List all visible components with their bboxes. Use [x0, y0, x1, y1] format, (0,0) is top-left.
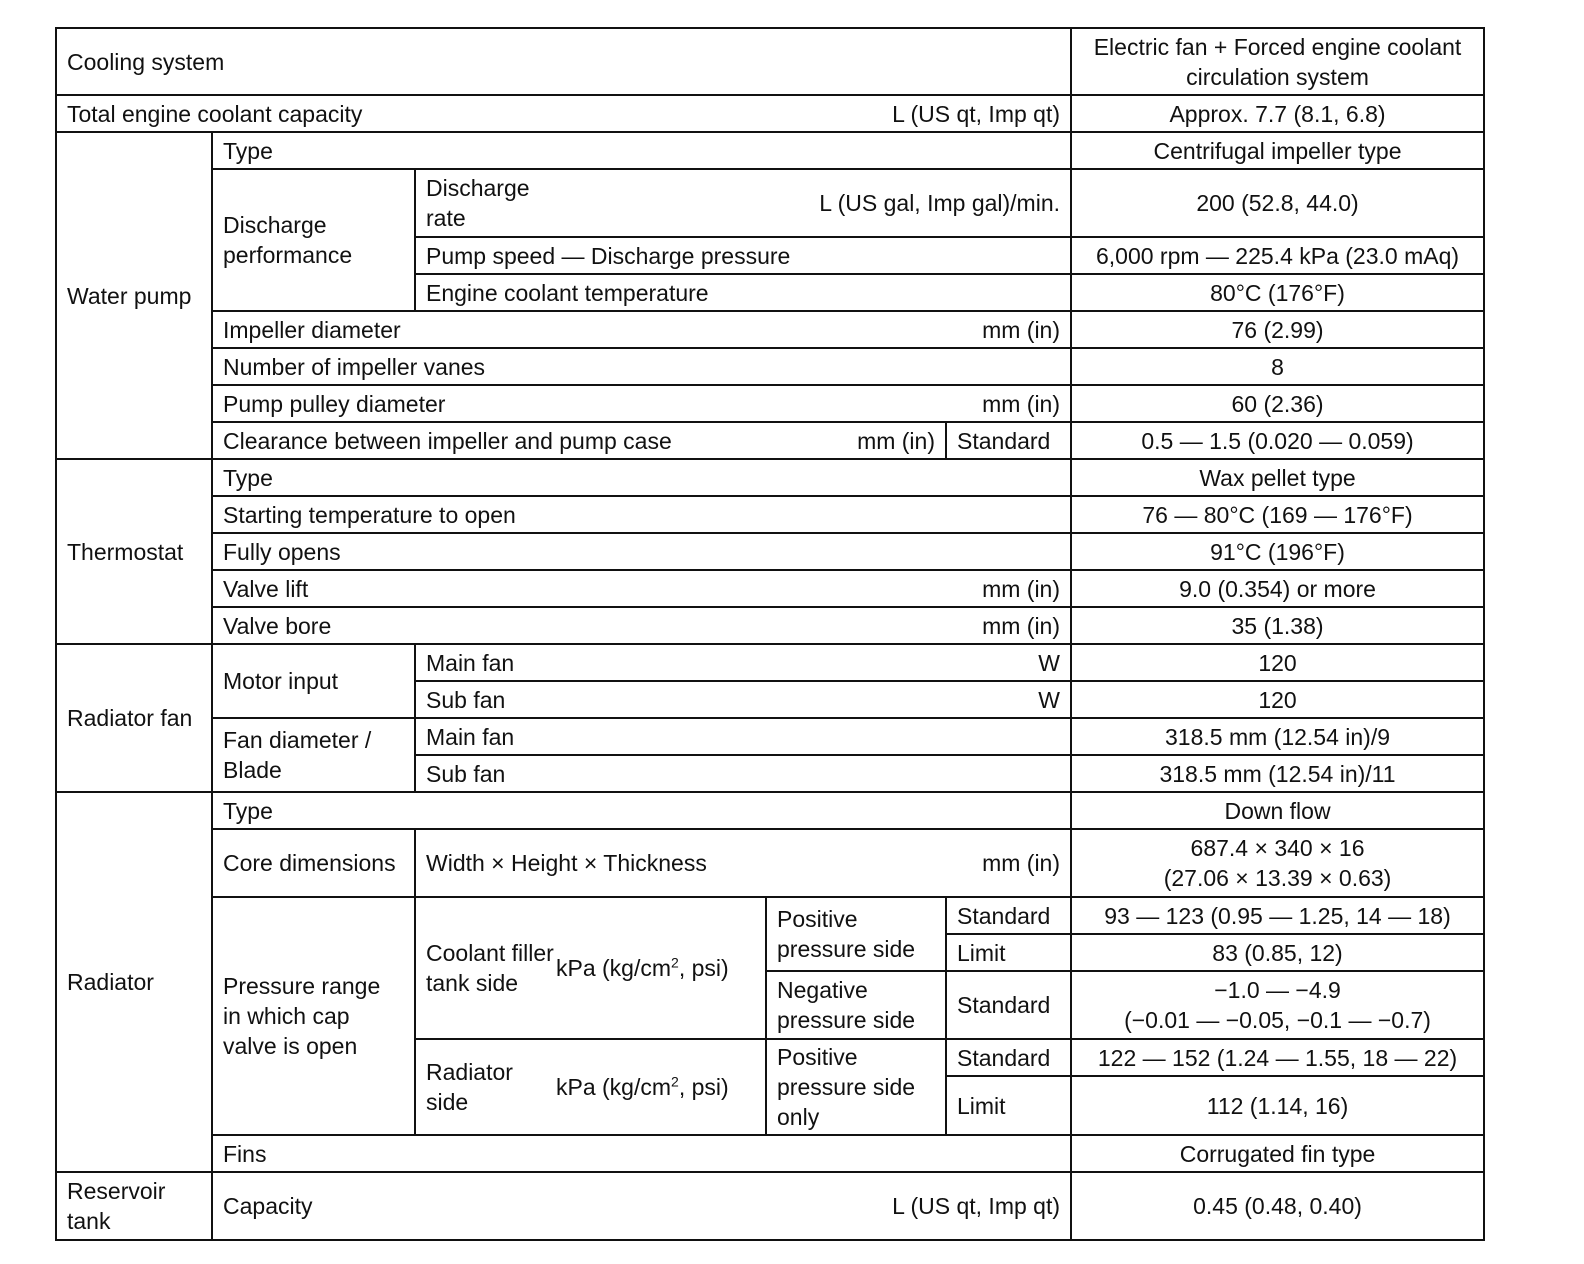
rad-side-label: Radiator side: [426, 1059, 513, 1115]
row-reservoir: [56, 1172, 1484, 1240]
rf-motor-sub-label: Sub fan: [426, 686, 506, 713]
wp-pulley-label: Pump pulley diameter: [223, 390, 446, 417]
rad-type-label: Type: [212, 792, 1071, 829]
wp-pulley-value: 60 (2.36): [1071, 385, 1484, 422]
wp-clearance-value: 0.5 — 1.5 (0.020 — 0.059): [1071, 422, 1484, 459]
rad-side-pos-limit-label: Limit: [946, 1076, 1071, 1135]
row-th-type: [56, 459, 1484, 496]
rad-core-label: Core dimensions: [212, 829, 415, 897]
wp-pump-speed-label: Pump speed — Discharge pressure: [415, 237, 1071, 274]
row-th-fully-opens: [56, 533, 1484, 570]
row-cooling-system: [56, 28, 1484, 95]
row-rf-motor-main: [56, 644, 1484, 681]
total-capacity-value: Approx. 7.7 (8.1, 6.8): [1071, 95, 1484, 132]
rad-filler-pos-limit-label: Limit: [946, 934, 1071, 971]
th-fully-opens-value: 91°C (196°F): [1071, 533, 1484, 570]
rad-type-value: Down flow: [1071, 792, 1484, 829]
row-wp-pulley: [56, 385, 1484, 422]
th-valve-bore-unit: mm (in): [982, 612, 1061, 639]
reservoir-capacity-label: Capacity: [223, 1193, 313, 1219]
th-valve-lift-unit: mm (in): [982, 575, 1061, 602]
cooling-spec-table: [55, 27, 1485, 1241]
row-total-capacity: [56, 95, 1484, 132]
reservoir-group: Reservoir tank: [56, 1172, 212, 1240]
wp-pump-speed-value: 6,000 rpm — 225.4 kPa (23.0 mAq): [1071, 237, 1484, 274]
row-rad-filler-pos-std: [56, 897, 1484, 934]
row-wp-impeller-diameter: [56, 311, 1484, 348]
rad-core-value-line2: (27.06 × 13.39 × 0.63): [1163, 865, 1392, 891]
wp-coolant-temp-label: Engine coolant temperature: [415, 274, 1071, 311]
th-type-value: Wax pellet type: [1071, 459, 1484, 496]
rad-fins-label: Fins: [212, 1135, 1071, 1172]
water-pump-group: Water pump: [56, 132, 212, 459]
row-wp-vanes: [56, 348, 1484, 385]
thermostat-group: Thermostat: [56, 459, 212, 644]
rad-side-pos-std-label: Standard: [946, 1039, 1071, 1076]
radiator-group: Radiator: [56, 792, 212, 1172]
wp-vanes-value: 8: [1071, 348, 1484, 385]
rad-core-value-line1: 687.4 × 340 × 16: [1190, 835, 1365, 861]
total-capacity-unit: L (US qt, Imp qt): [892, 100, 1061, 127]
rf-motor-input: Motor input: [212, 644, 415, 718]
rf-diam-sub-label: Sub fan: [415, 755, 1071, 792]
rad-filler-pos-std-label: Standard: [946, 897, 1071, 934]
rad-pressure-range: Pressure range in which cap valve is open: [212, 897, 415, 1135]
total-capacity-label: Total engine coolant capacity: [67, 100, 363, 127]
row-wp-type: [56, 132, 1484, 169]
row-th-start-temp: [56, 496, 1484, 533]
th-valve-lift-value: 9.0 (0.354) or more: [1071, 570, 1484, 607]
wp-coolant-temp-value: 80°C (176°F): [1071, 274, 1484, 311]
wp-clearance-label: Clearance between impeller and pump case: [223, 427, 672, 454]
row-wp-discharge-rate: [56, 169, 1484, 237]
cooling-system-value: Electric fan + Forced engine coolant circulation system: [1071, 28, 1484, 95]
wp-discharge-rate-value: 200 (52.8, 44.0): [1071, 169, 1484, 237]
rad-filler-neg-std-line2: (−0.01 — −0.05, −0.1 — −0.7): [1124, 1007, 1431, 1033]
rf-fan-diameter: Fan diameter / Blade: [212, 718, 415, 792]
cooling-system-label: Cooling system: [56, 28, 1071, 95]
th-start-temp-label: Starting temperature to open: [212, 496, 1071, 533]
row-rf-diam-main: [56, 718, 1484, 755]
row-rad-fins: [56, 1135, 1484, 1172]
th-fully-opens-label: Fully opens: [212, 533, 1071, 570]
radiator-fan-group: Radiator fan: [56, 644, 212, 792]
wp-discharge-rate-label: Discharge rate: [426, 175, 530, 231]
rad-core-sub: Width × Height × Thickness: [426, 850, 707, 876]
rad-side-unit: kPa ($kg/cm^2$, psi): [556, 1073, 729, 1100]
wp-impeller-diameter-label: Impeller diameter: [223, 316, 401, 343]
wp-clearance-unit: mm (in): [857, 427, 935, 454]
row-rad-core: [56, 829, 1484, 897]
rad-side-pos-std-value: 122 — 152 (1.24 — 1.55, 18 — 22): [1071, 1039, 1484, 1076]
rad-filler-unit: kPa ($kg/cm^2$, psi): [556, 954, 729, 981]
rf-motor-main-unit: W: [1038, 649, 1061, 676]
rad-core-unit: mm (in): [982, 850, 1061, 876]
wp-clearance-condition: Standard: [946, 422, 1071, 459]
rad-filler-pos-limit-value: 83 (0.85, 12): [1071, 934, 1484, 971]
wp-discharge-rate-unit: L (US gal, Imp gal)/min.: [819, 190, 1061, 216]
th-valve-bore-label: Valve bore: [223, 612, 332, 639]
wp-pulley-unit: mm (in): [982, 390, 1061, 417]
wp-impeller-diameter-value: 76 (2.99): [1071, 311, 1484, 348]
rad-filler-neg-std-line1: −1.0 — −4.9: [1214, 977, 1341, 1003]
rad-filler-neg-side: Negative pressure side: [766, 971, 946, 1039]
wp-discharge-performance: Discharge performance: [212, 169, 415, 311]
rf-diam-main-label: Main fan: [415, 718, 1071, 755]
rad-fins-value: Corrugated fin type: [1071, 1135, 1484, 1172]
rf-motor-sub-unit: W: [1038, 686, 1061, 713]
rad-filler-neg-std-label: Standard: [946, 971, 1071, 1039]
rad-side-pos-limit-value: 112 (1.14, 16): [1071, 1076, 1484, 1135]
wp-type-value: Centrifugal impeller type: [1071, 132, 1484, 169]
rad-filler-label: Coolant filler tank side: [426, 940, 554, 996]
row-rad-type: [56, 792, 1484, 829]
rf-diam-sub-value: 318.5 mm (12.54 in)/11: [1071, 755, 1484, 792]
row-th-valve-bore: [56, 607, 1484, 644]
th-type-label: Type: [212, 459, 1071, 496]
row-th-valve-lift: [56, 570, 1484, 607]
rf-diam-main-value: 318.5 mm (12.54 in)/9: [1071, 718, 1484, 755]
rf-motor-main-label: Main fan: [426, 649, 515, 676]
rad-filler-pos-side: Positive pressure side: [766, 897, 946, 971]
rad-side-pos-only: Positive pressure side only: [766, 1039, 946, 1135]
wp-impeller-diameter-unit: mm (in): [982, 316, 1061, 343]
row-wp-clearance: [56, 422, 1484, 459]
rf-motor-main-value: 120: [1071, 644, 1484, 681]
wp-vanes-label: Number of impeller vanes: [212, 348, 1071, 385]
rad-filler-pos-std-value: 93 — 123 (0.95 — 1.25, 14 — 18): [1071, 897, 1484, 934]
reservoir-capacity-value: 0.45 (0.48, 0.40): [1071, 1172, 1484, 1240]
th-valve-lift-label: Valve lift: [223, 575, 309, 602]
rf-motor-sub-value: 120: [1071, 681, 1484, 718]
th-valve-bore-value: 35 (1.38): [1071, 607, 1484, 644]
wp-type-label: Type: [212, 132, 1071, 169]
reservoir-capacity-unit: L (US qt, Imp qt): [892, 1193, 1061, 1219]
th-start-temp-value: 76 — 80°C (169 — 176°F): [1071, 496, 1484, 533]
